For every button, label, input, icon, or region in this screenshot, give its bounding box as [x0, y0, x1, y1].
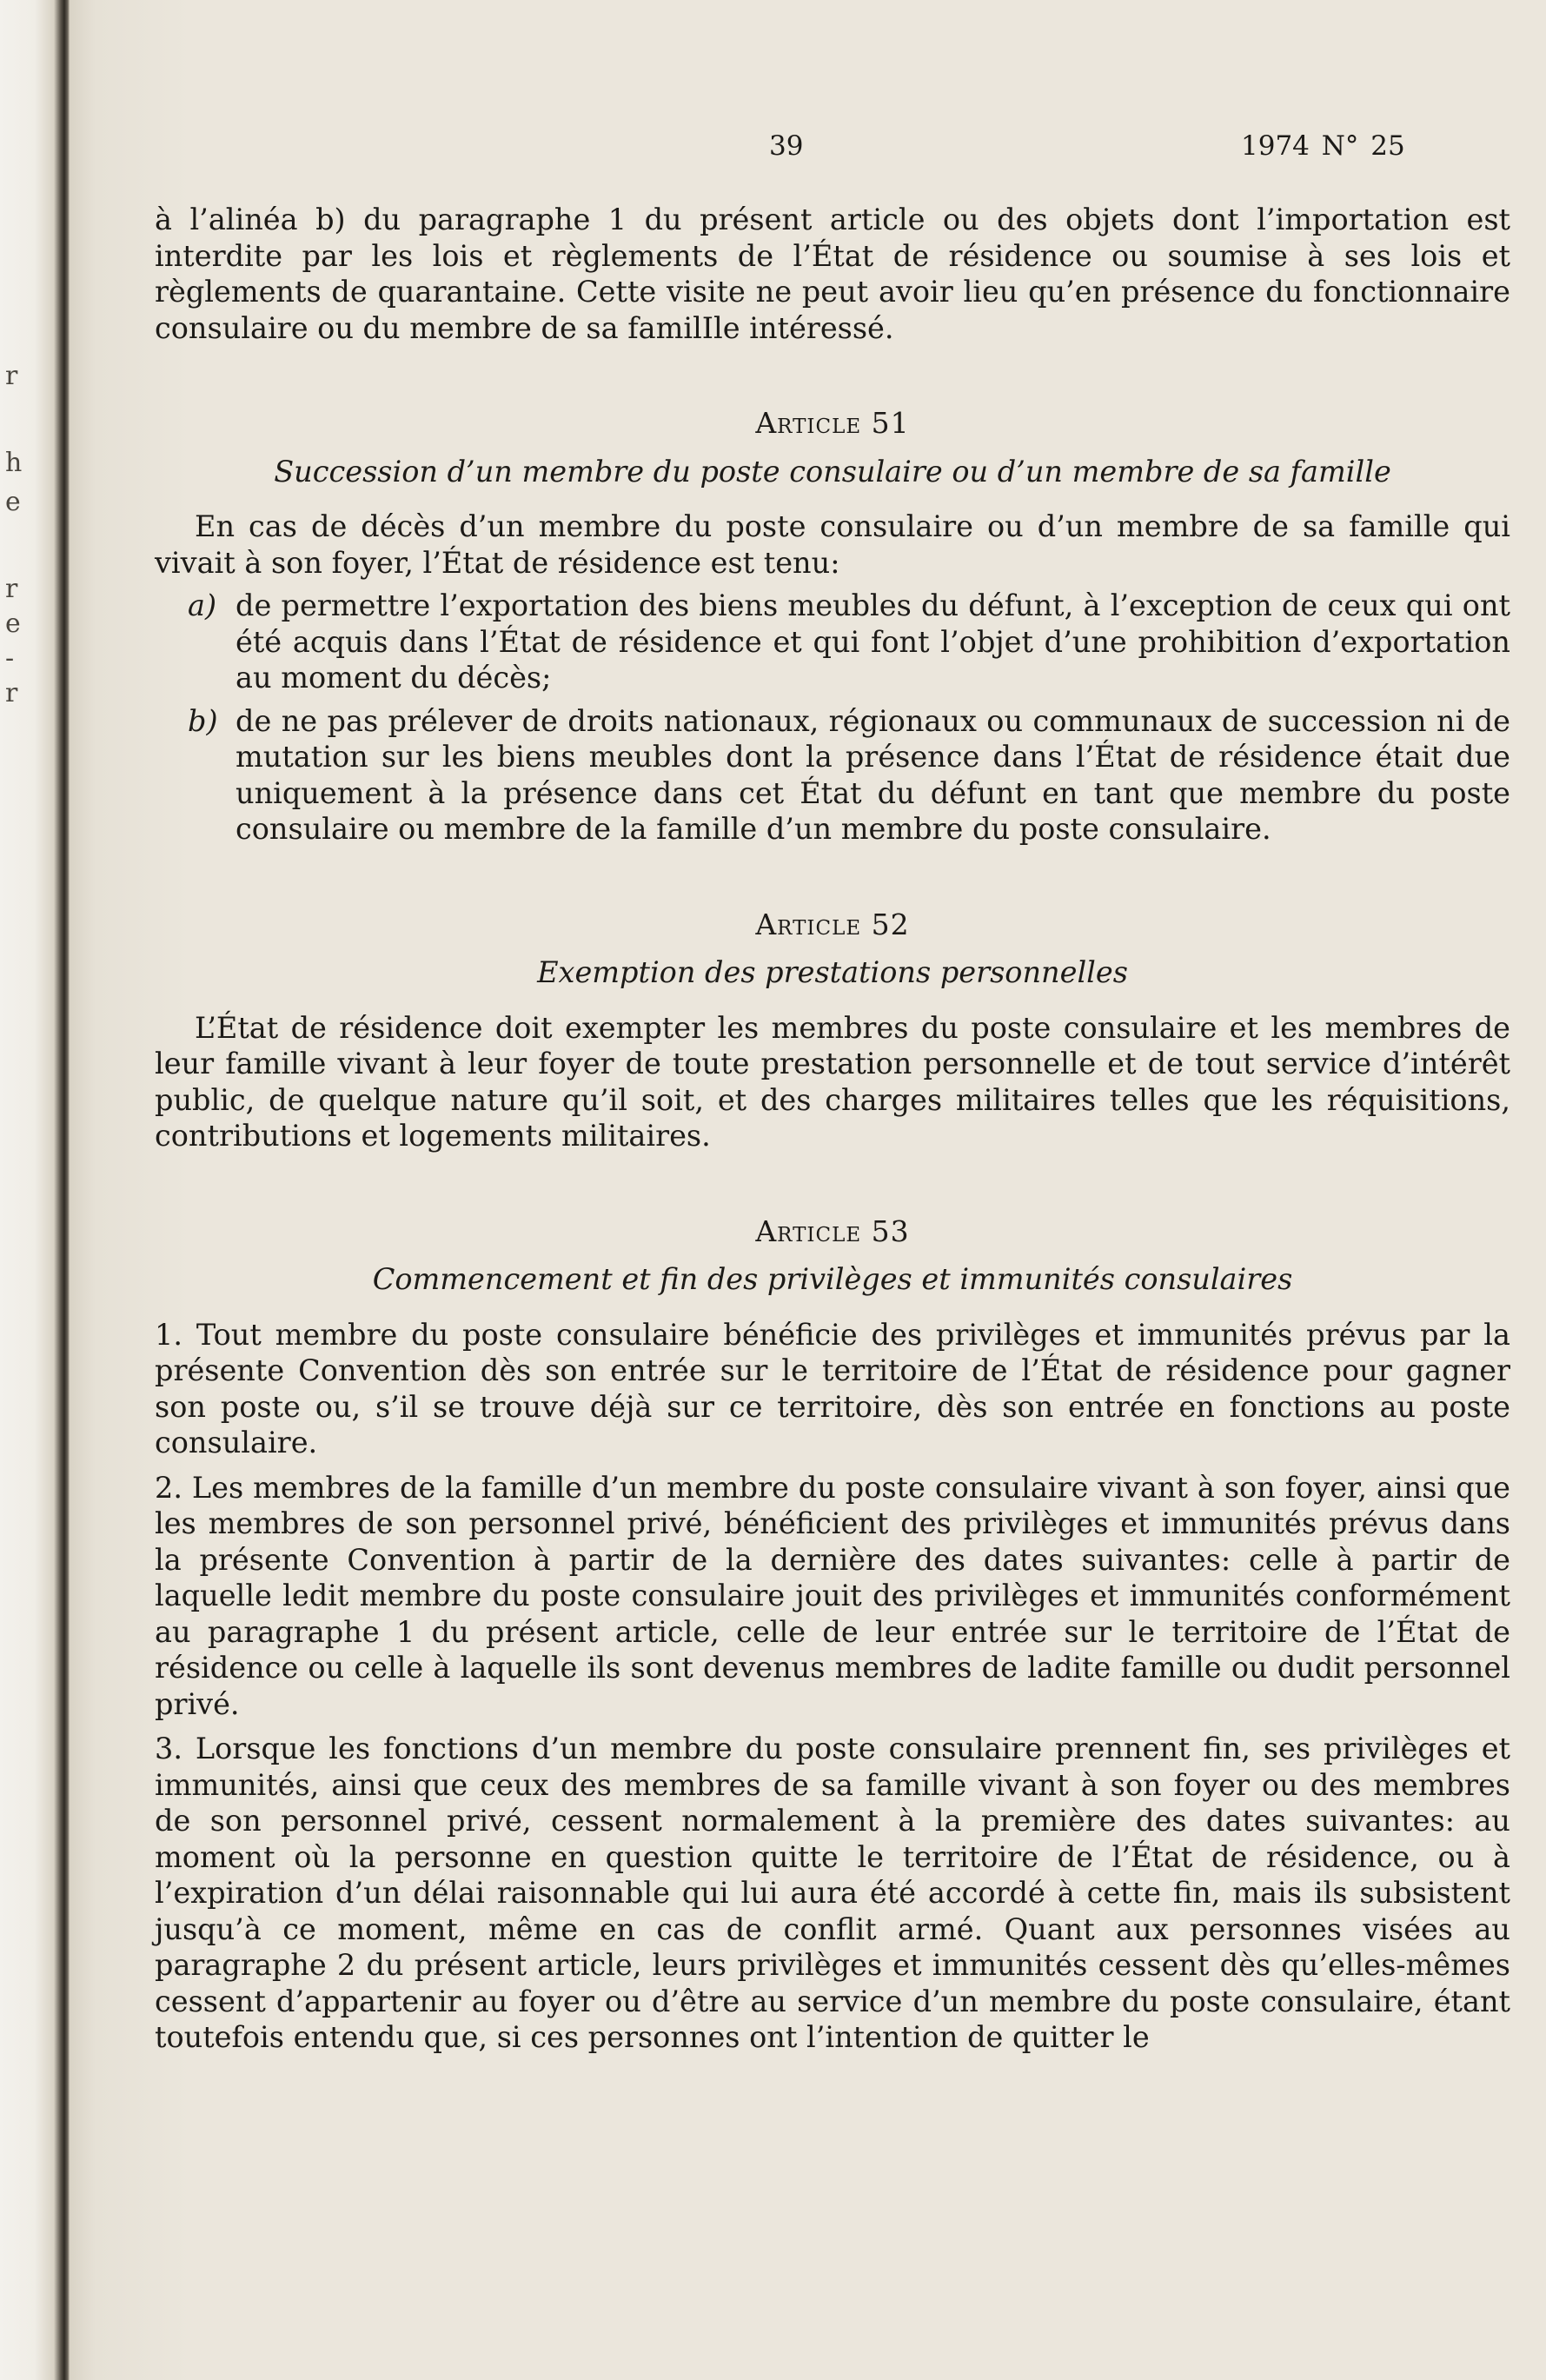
article-53-heading: Article 53	[755, 1213, 910, 1248]
book-spine-gutter	[0, 0, 70, 2380]
facing-page-fragment: r	[5, 361, 18, 391]
article-53-paragraph-2: 2. Les membres de la famille d’un membre du poste consulaire vivant à son foyer, ainsi que les membres de son personnel privé, bénéficient des privilèges et immunités prévus dans la présente Convention à partir de la dernière des dates suivantes: celle à partir de laquelle ledit membre du poste consulaire jouit des privilèges et immunités conformément au paragraphe 1 du présent article, celle de leur entrée sur le territoire de l’État de résidence ou celle à laquelle ils sont devenus membres de ladite famille ou dudit personnel privé.	[155, 1470, 1510, 1721]
facing-page-fragment: e	[5, 487, 21, 517]
list-item	[188, 703, 1510, 848]
list-item	[188, 588, 1510, 696]
intro-paragraph: à l’alinéa b) du paragraphe 1 du présent article ou des objets dont l’importation est interdite par les lois et règlements de l’État de résidence ou soumise à ses lois et règlements de quarantaine. Cette visite ne peut avoir lieu qu’en présence du fonctionnaire consulaire ou du membre de sa familIle intéressé.	[155, 203, 1510, 345]
facing-page-fragment: h	[5, 448, 23, 478]
document-page	[70, 0, 1546, 2380]
article-51-intro: En cas de décès d’un membre du poste consulaire ou d’un membre de sa famille qui vivait à son foyer, l’État de résidence est tenu:	[155, 509, 1510, 580]
article-53-paragraph-3: 3. Lorsque les fonctions d’un membre du poste consulaire prennent fin, ses privilèges et immunités, ainsi que ceux des membres de sa famille vivant à son foyer ou des membres de son personnel privé, cessent normalement à la première des dates suivantes: au moment où la personne en question quitte le territoire de l’État de résidence, ou à l’expiration d’un délai raisonnable qui lui aura été accordé à cette fin, mais ils subsistent jusqu’à ce moment, même en cas de conflit armé. Quant aux personnes visées au paragraphe 2 du présent article, leurs privilèges et immunités cessent dès qu’elles-mêmes cessent d’appartenir au foyer ou d’être au service d’un membre du poste consulaire, étant toutefois entendu que, si ces personnes ont l’intention de quitter le	[155, 1732, 1510, 2054]
facing-page-fragment: -	[5, 643, 15, 674]
document-reference: 1974 N° 25	[1241, 130, 1405, 162]
page-header	[70, 130, 1546, 174]
article-52-title: Exemption des prestations personnelles	[537, 955, 1128, 989]
article-52-body: L’État de résidence doit exempter les membres du poste consulaire et les membres de leur famille vivant à leur foyer de toute prestation personnelle et de tout service d’intérêt public, de quelque nature qu’il soit, et des charges militaires telles que les réquisitions, contributions et logements militaires.	[155, 1010, 1510, 1153]
facing-page-fragment: e	[5, 608, 21, 639]
page-number: 39	[769, 130, 804, 162]
facing-page-fragment: r	[5, 574, 18, 604]
article-53-title: Commencement et fin des privilèges et immunités consulaires	[372, 1262, 1293, 1296]
list-item-letter: a)	[188, 588, 217, 622]
list-item-letter: b)	[188, 703, 218, 738]
page-body	[155, 202, 1510, 2056]
article-51-title: Succession d’un membre du poste consulaire ou d’un membre de sa famille	[274, 454, 1391, 489]
facing-page-fragment: r	[5, 678, 18, 708]
list-item-text: de permettre l’exportation des biens meubles du défunt, à l’exception de ceux qui ont été acquis dans l’État de résidence et qui font l’objet d’une prohibition d’exportation au moment du décès;	[236, 588, 1510, 695]
list-item-text: de ne pas prélever de droits nationaux, régionaux ou communaux de succession ni de mutation sur les biens meubles dont la présence dans l’État de résidence était due uniquement à la présence dans cet État du défunt en tant que membre du poste consulaire ou membre de la famille d’un membre du poste consulaire.	[236, 703, 1510, 846]
article-53-paragraph-1: 1. Tout membre du poste consulaire bénéficie des privilèges et immunités prévus par la présente Convention dès son entrée sur le territoire de l’État de résidence pour gagner son poste ou, s’il se trouve déjà sur ce territoire, dès son entrée en fonctions au poste consulaire.	[155, 1317, 1510, 1459]
article-51-heading: Article 51	[755, 406, 910, 440]
article-52-heading: Article 52	[755, 907, 910, 941]
